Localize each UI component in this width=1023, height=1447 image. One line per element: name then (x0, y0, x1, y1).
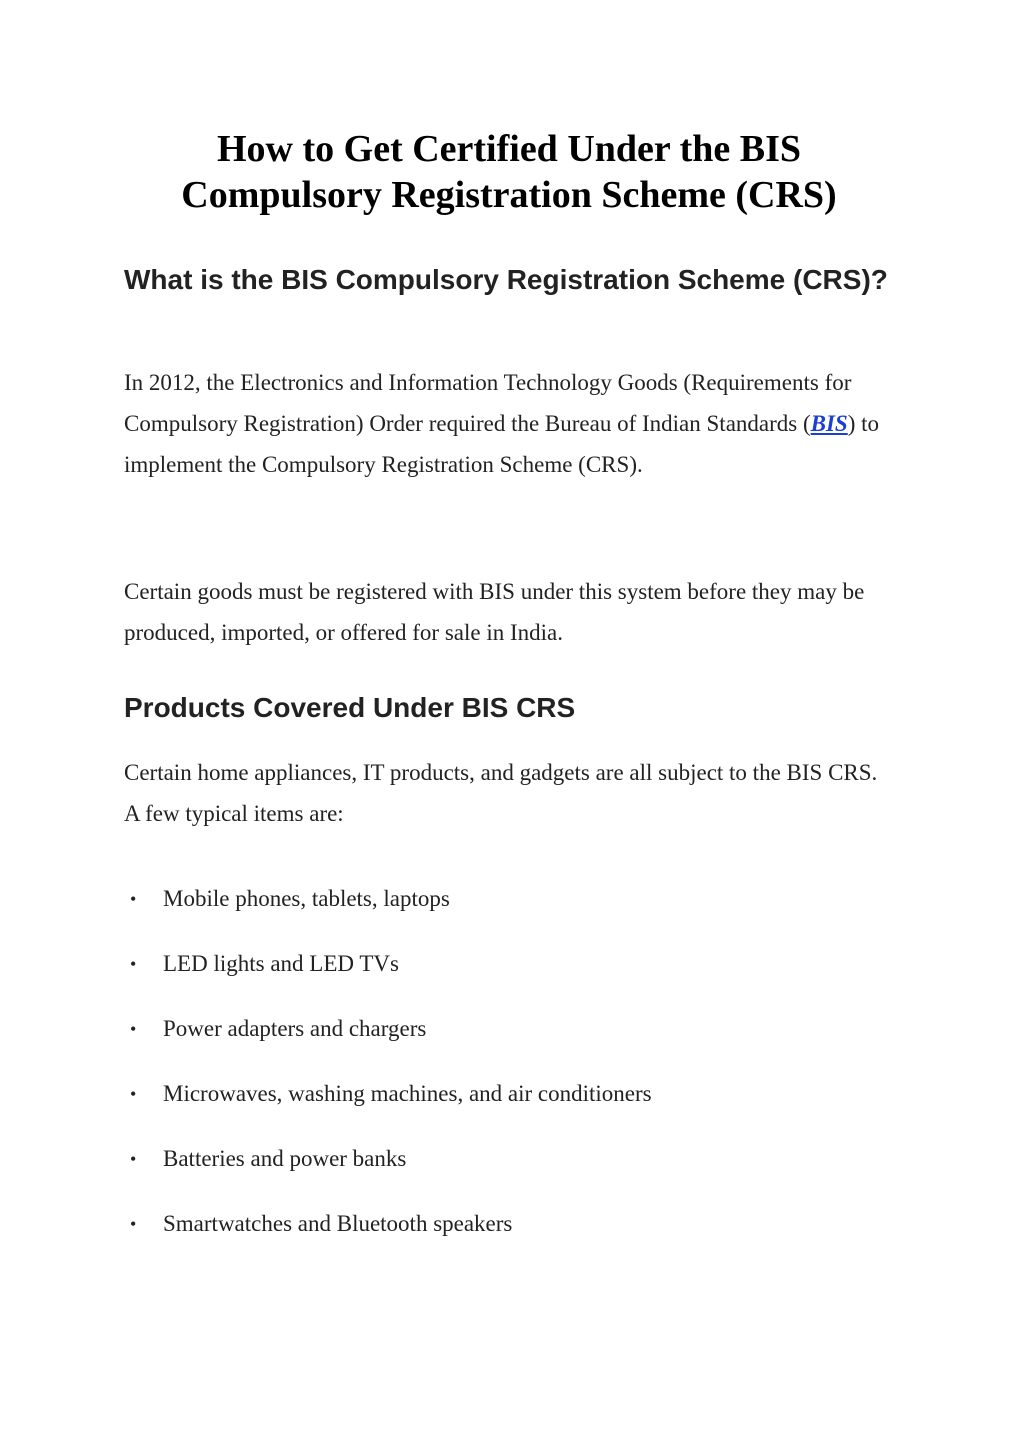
list-item (124, 1075, 894, 1140)
list-item (124, 1010, 894, 1075)
list-item-text: Batteries and power banks (163, 1146, 407, 1171)
list-item (124, 945, 894, 1010)
list-item-text: Microwaves, washing machines, and air conditioners (163, 1081, 652, 1106)
section-heading-what-is-crs: What is the BIS Compulsory Registration Scheme (CRS)? (124, 264, 888, 295)
bullet-icon: • (130, 889, 137, 909)
list-item-text: LED lights and LED TVs (163, 951, 399, 976)
list-item (124, 880, 894, 945)
bullet-icon: • (130, 1019, 137, 1039)
intro-text-before-link: In 2012, the Electronics and Information Technology Goods (Requirements for Compulsory Registration) Order required the Bureau of Indian Standards ( (124, 370, 852, 436)
product-list (124, 880, 894, 1270)
document-title: How to Get Certified Under the BIS Compulsory Registration Scheme (CRS) (181, 128, 837, 216)
bullet-icon: • (130, 1149, 137, 1169)
list-item-text: Power adapters and chargers (163, 1016, 427, 1041)
section-heading-products: Products Covered Under BIS CRS (124, 692, 576, 723)
products-intro-paragraph: Certain home appliances, IT products, and gadgets are all subject to the BIS CRS. A few typical items are: (124, 760, 878, 826)
bis-link[interactable]: BIS (810, 411, 848, 436)
list-item-text: Smartwatches and Bluetooth speakers (163, 1211, 513, 1236)
bullet-icon: • (130, 1084, 137, 1104)
intro-paragraph (124, 362, 894, 485)
registration-paragraph: Certain goods must be registered with BIS under this system before they may be produced, imported, or offered for sale in India. (124, 579, 865, 645)
list-item (124, 1140, 894, 1205)
list-item (124, 1205, 894, 1270)
intro-text-after-link: ) to implement the Compulsory Registration Scheme (CRS). (124, 411, 880, 477)
bullet-icon: • (130, 954, 137, 974)
bullet-icon: • (130, 1214, 137, 1234)
list-item-text: Mobile phones, tablets, laptops (163, 886, 450, 911)
